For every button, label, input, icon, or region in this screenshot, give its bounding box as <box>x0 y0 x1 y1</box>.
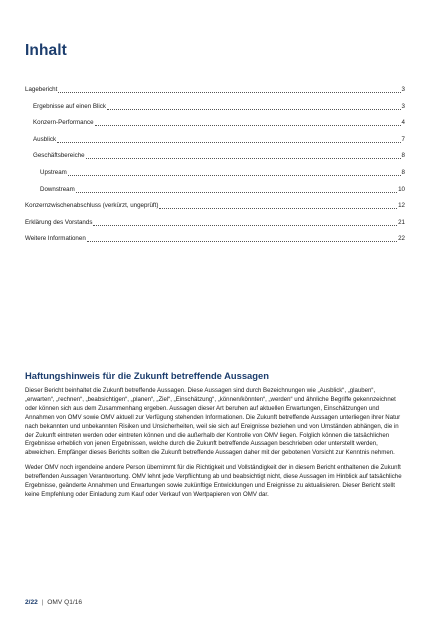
toc-entry-page: 21 <box>398 218 405 226</box>
toc-entry-page: 7 <box>401 135 405 143</box>
toc-entry-label: Ergebnisse auf einen Blick <box>33 102 106 110</box>
toc-entry-label: Lagebericht <box>25 86 58 93</box>
toc-entry[interactable] <box>25 117 405 127</box>
toc-leader-dots <box>57 136 401 143</box>
toc-entry[interactable] <box>25 167 405 177</box>
toc-entry-page: 12 <box>398 202 405 210</box>
toc-leader-dots <box>68 169 401 176</box>
toc-leader-dots <box>58 86 400 93</box>
toc-entry-page: 10 <box>398 185 405 193</box>
toc-entry-page: 3 <box>401 86 405 93</box>
disclaimer-section <box>25 370 405 506</box>
toc-entry-label: Konzernzwischenabschluss (verkürzt, ungeprüft) <box>25 202 159 210</box>
toc-entry[interactable] <box>25 184 405 194</box>
toc-entry[interactable] <box>25 233 405 243</box>
toc-entry-label: Konzern-Performance <box>33 119 94 127</box>
disclaimer-paragraph: Dieser Bericht beinhaltet die Zukunft betreffende Aussagen. Diese Aussagen sind durch Bezeichnungen wie „Ausblick“, „glauben“, „erwarten“, „rechnen“, „beabsichtigen“, „planen“, „Ziel“, „Einschätzung“, „können/könnten“, „werden“ und ähnliche Begriffe gekennzeichnet oder können sich aus dem Zusammenhang ergeben. Aussagen dieser Art beruhen auf aktuellen Erwartungen, Einschätzungen und Annahmen von OMV sowie OMV aktuell zur Verfügung stehenden Informationen. Die Zukunft betreffende Aussagen unterliegen ihrer Natur nach bekannten und unbekannten Risiken und Unsicherheiten, weil sie sich auf Ereignisse beziehen und von Umständen abhängen, die in der Zukunft eintreten werden oder eintreten können und die außerhalb der Kontrolle von OMV liegen. Folglich können die tatsächlichen Ergebnisse erheblich von jenen Ergebnissen, welche durch die Zukunft betreffende Aussagen beschrieben oder unterstellt werden, abweichen. Empfänger dieses Berichts sollten die Zukunft betreffende Aussagen daher mit der gebotenen Vorsicht zur Kenntnis nehmen. <box>25 387 401 457</box>
toc-leader-dots <box>87 235 397 242</box>
disclaimer-paragraph: Weder OMV noch irgendeine andere Person übernimmt für die Richtigkeit und Vollständigkeit der in diesem Bericht enthaltenen die Zukunft betreffenden Aussagen Verantwortung. OMV lehnt jede Verpflichtung ab und beabsichtigt nicht, diese Aussagen im Hinblick auf tatsächliche Ergebnisse, geänderte Annahmen und Erwartungen sowie zukünftige Entwicklungen und Ereignisse zu aktualisieren. Dieser Bericht stellt keine Empfehlung oder Einladung zum Kauf oder Verkauf von Wertpapieren von OMV dar. <box>25 464 402 498</box>
document-name: OMV Q1/16 <box>47 599 83 606</box>
toc-entry-page: 4 <box>401 119 405 127</box>
toc-entry-page: 3 <box>401 102 405 110</box>
toc-leader-dots <box>76 186 397 193</box>
page-number: 2/22 <box>25 599 38 606</box>
toc-entry[interactable] <box>25 84 405 94</box>
footer-separator: | <box>41 599 44 606</box>
toc-entry-page: 8 <box>401 152 405 160</box>
toc-leader-dots <box>93 219 397 226</box>
toc-entry-label: Ausblick <box>33 135 57 143</box>
toc-entry-label: Weitere Informationen <box>25 235 86 243</box>
toc-entry-label: Upstream <box>40 169 67 176</box>
page-title: Inhalt <box>25 42 67 59</box>
toc-entry-label: Downstream <box>40 185 75 193</box>
toc-entry[interactable] <box>25 217 405 227</box>
toc-leader-dots <box>107 103 401 110</box>
toc-leader-dots <box>86 152 401 159</box>
toc-entry[interactable] <box>25 200 405 210</box>
toc-entry-page: 8 <box>401 169 405 176</box>
page-footer <box>25 599 82 606</box>
toc-entry-page: 22 <box>398 235 405 243</box>
toc-leader-dots <box>95 119 401 126</box>
toc-leader-dots <box>159 202 397 209</box>
toc-entry-label: Geschäftsbereiche <box>33 152 85 160</box>
toc-entry[interactable] <box>25 150 405 160</box>
toc-entry[interactable] <box>25 101 405 111</box>
toc-entry-label: Erklärung des Vorstands <box>25 218 93 226</box>
toc-entry[interactable] <box>25 134 405 144</box>
disclaimer-heading: Haftungshinweis für die Zukunft betreffende Aussagen <box>25 370 269 381</box>
